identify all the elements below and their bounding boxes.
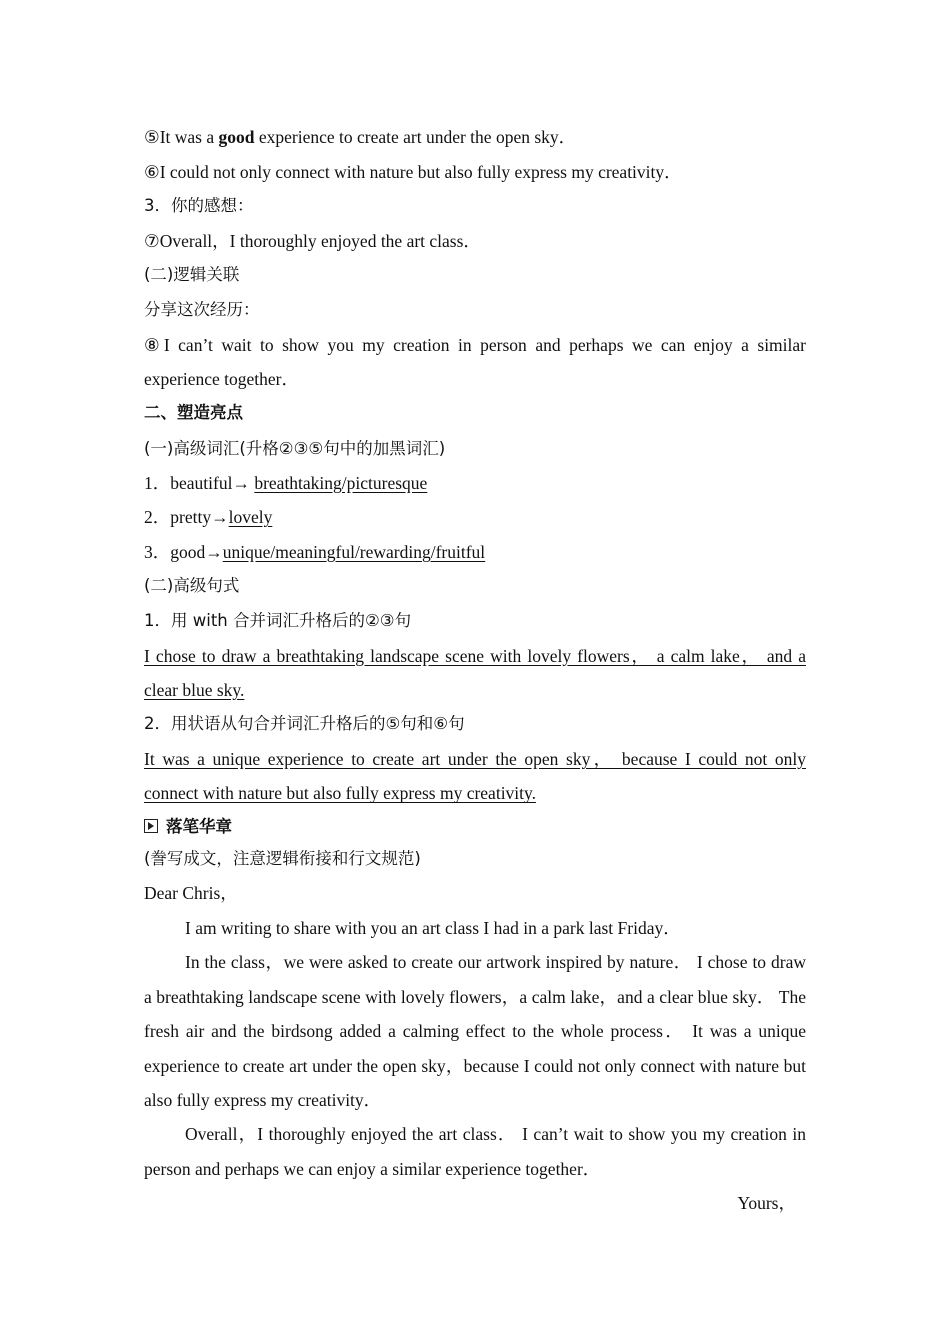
syntax-prompt-1: 1．用 with 合并词汇升格后的②③句 (144, 610, 412, 630)
letter-closing: Yours， (737, 1193, 796, 1214)
vocab-answer: lovely (228, 507, 273, 528)
syntax-answer-1: I chose to draw a breathtaking landscape scene with lovely flowers， a calm lake， and a clear blue sky. (144, 645, 806, 700)
letter-paragraph: Overall，I thoroughly enjoyed the art class． I can’t wait to show you my creation in person and perhaps we can enjoy a similar experience together． (144, 1124, 806, 1179)
syntax-prompt-2: 2．用状语从句合并词汇升格后的⑤句和⑥句 (144, 714, 465, 734)
syntax-heading: (二)高级句式 (144, 576, 240, 596)
vocab-item: 1．beautiful→ breathtaking/picturesque (144, 472, 428, 493)
writing-note: (誊写成文，注意逻辑衔接和行文规范) (144, 848, 421, 868)
vocab-item: 3．good→unique/meaningful/rewarding/fruitful (144, 541, 486, 562)
sentence-8: ⑧I can’t wait to show you my creation in person and perhaps we can enjoy a similar experience together． (144, 334, 806, 389)
sentence-5: ⑤It was a good experience to create art under the open sky． (144, 127, 577, 147)
section-highlights-title: 二、塑造亮点 (144, 403, 243, 423)
bold-word-good: good (218, 127, 255, 147)
final-writing-heading: 落笔华章 (144, 811, 806, 842)
document-page (144, 120, 806, 1221)
vocab-heading: (一)高级词汇(升格②③⑤句中的加黑词汇) (144, 438, 446, 458)
vocab-answer: breathtaking/picturesque (254, 472, 428, 493)
heading-share: 分享这次经历： (144, 299, 260, 319)
play-triangle-icon (144, 819, 158, 833)
vocab-answer: unique/meaningful/rewarding/fruitful (222, 541, 486, 562)
syntax-answer-2: It was a unique experience to create art under the open sky， because I could not only connect with nature but also fully express my creativity. (144, 748, 806, 804)
letter-greeting: Dear Chris， (144, 883, 238, 904)
letter-paragraph: I am writing to share with you an art class I had in a park last Friday． (185, 917, 681, 938)
sentence-7: ⑦Overall，I thoroughly enjoyed the art class． (144, 230, 481, 251)
letter-paragraph: In the class，we were asked to create our artwork inspired by nature． I chose to draw a breathtaking landscape scene with lovely flowers，a calm lake，and a clear blue sky． The fresh air and the birdsong added a calming effect to the whole process． It was a unique experience to create art under the open sky，because I could not only connect with nature but also fully express my creativity． (144, 952, 806, 1110)
heading-logic: (二)逻辑关联 (144, 265, 240, 285)
heading-your-feelings: 3．你的感想： (144, 196, 254, 216)
sentence-6: ⑥I could not only connect with nature but also fully express my creativity． (144, 161, 682, 182)
vocab-item: 2．pretty→lovely (144, 507, 273, 528)
